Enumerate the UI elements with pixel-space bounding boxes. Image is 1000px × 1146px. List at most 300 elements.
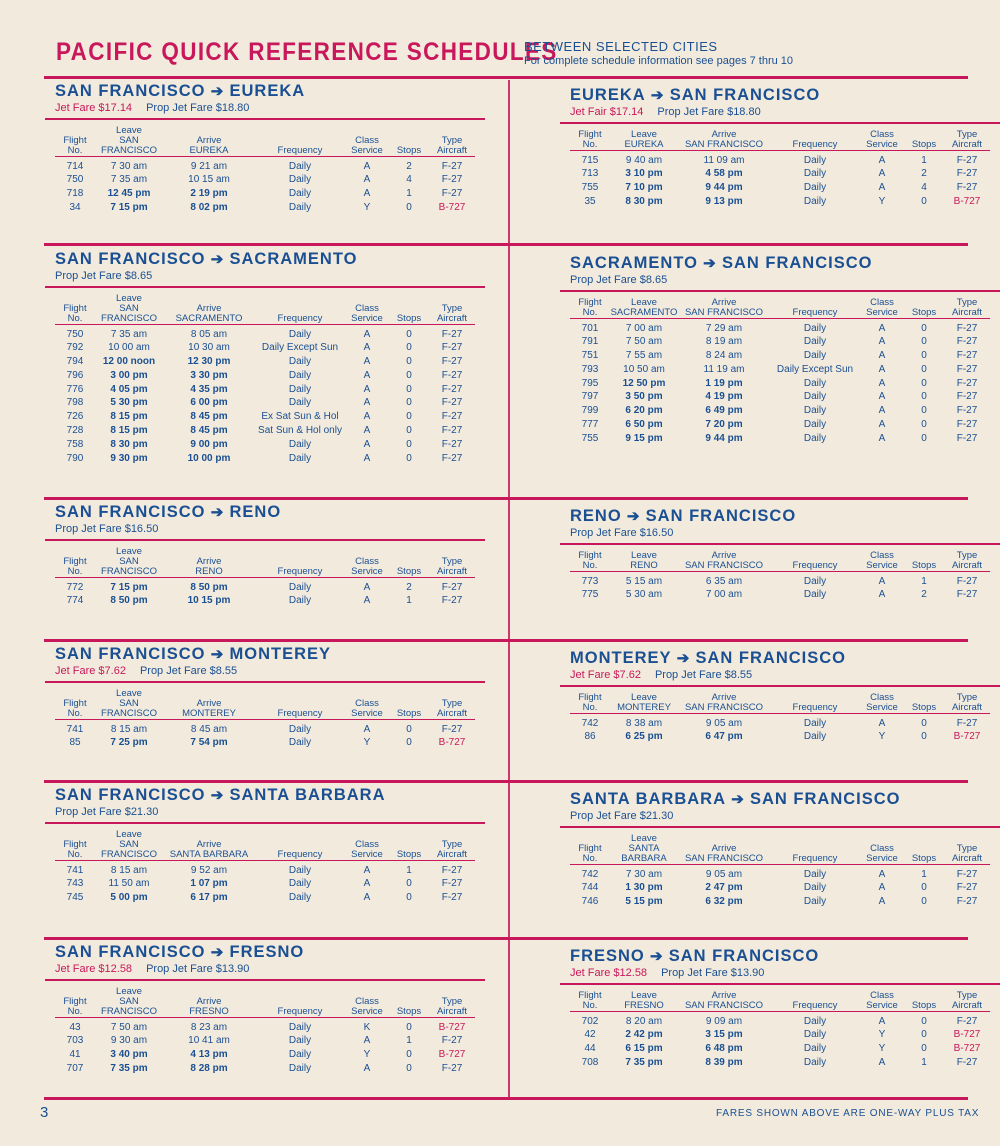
jet-fare: Jet Fare $7.62 — [55, 665, 126, 677]
table-row — [570, 154, 990, 168]
stops: 2 — [406, 160, 412, 172]
arrive-time: 9 13 pm — [705, 195, 743, 207]
fare-line — [55, 523, 475, 535]
schedule-block — [55, 503, 475, 608]
arrive-time: 6 00 pm — [190, 397, 228, 409]
table-row — [55, 1021, 475, 1035]
schedule-table — [55, 689, 475, 751]
table-header-row — [55, 547, 475, 577]
column-header: Stops — [911, 138, 937, 150]
leave-time: 3 00 pm — [110, 369, 148, 381]
frequency: Daily — [288, 1035, 312, 1047]
class-service: Y — [363, 201, 371, 213]
class-service: A — [363, 438, 371, 450]
frequency: Daily — [288, 188, 312, 200]
prop-jet-fare: Prop Jet Fare $16.50 — [55, 523, 159, 535]
stops: 0 — [406, 356, 412, 368]
destination-city: SAN FRANCISCO — [721, 254, 873, 272]
class-service: A — [363, 411, 371, 423]
class-service: A — [363, 452, 371, 464]
block-rule — [45, 286, 485, 288]
class-service: A — [878, 882, 886, 894]
frequency: Daily — [288, 737, 312, 749]
arrive-time: 6 49 pm — [705, 405, 743, 417]
aircraft-type: F-27 — [956, 350, 978, 362]
column-header: Leave SAN FRANCISCO — [101, 545, 157, 577]
flight-number: 715 — [581, 154, 599, 166]
table-row — [570, 418, 990, 432]
leave-time: 10 00 am — [108, 342, 150, 354]
flight-number: 773 — [581, 575, 599, 587]
flight-number: 755 — [581, 432, 599, 444]
column-header: Leave SANTA BARBARA — [621, 832, 667, 864]
class-service: Y — [878, 731, 886, 743]
stops: 0 — [406, 328, 412, 340]
column-header: Leave FRESNO — [624, 989, 664, 1011]
leave-time: 12 00 noon — [102, 356, 156, 368]
flight-number: 799 — [581, 405, 599, 417]
route-heading — [55, 503, 475, 522]
leave-time: 4 05 pm — [110, 383, 148, 395]
class-service: A — [878, 575, 886, 587]
stops: 1 — [406, 595, 412, 607]
block-rule — [45, 979, 485, 981]
leave-time: 7 35 pm — [110, 1062, 148, 1074]
table-row — [55, 424, 475, 438]
arrive-time: 2 47 pm — [705, 882, 743, 894]
table-row — [570, 390, 990, 404]
schedule-table — [570, 834, 990, 909]
stops: 1 — [921, 868, 927, 880]
table-row — [570, 377, 990, 391]
aircraft-type: F-27 — [956, 154, 978, 166]
frequency: Daily — [288, 595, 312, 607]
aircraft-type: B-727 — [953, 731, 981, 743]
page-header — [56, 36, 976, 76]
class-service: A — [363, 595, 371, 607]
flight-number: 701 — [581, 322, 599, 334]
flight-number: 797 — [581, 391, 599, 403]
aircraft-type: F-27 — [441, 1035, 463, 1047]
leave-time: 6 50 pm — [625, 419, 663, 431]
column-header: Flight No. — [578, 691, 602, 713]
origin-city: SAN FRANCISCO — [55, 645, 206, 663]
class-service: A — [363, 369, 371, 381]
arrive-time: 10 41 am — [188, 1035, 230, 1047]
aircraft-type: F-27 — [441, 356, 463, 368]
aircraft-type: B-727 — [953, 195, 981, 207]
flight-number: 758 — [66, 438, 84, 450]
section-rule — [44, 497, 968, 500]
schedule-table — [570, 991, 990, 1070]
aircraft-type: F-27 — [956, 336, 978, 348]
column-header: Frequency — [792, 138, 838, 150]
table-row — [570, 404, 990, 418]
schedule-block — [55, 250, 475, 465]
table-row — [55, 160, 475, 174]
leave-time: 3 50 pm — [625, 391, 663, 403]
aircraft-type: F-27 — [441, 160, 463, 172]
prop-jet-fare: Prop Jet Fare $8.55 — [139, 665, 238, 677]
arrive-time: 9 09 am — [705, 1015, 743, 1027]
table-row — [55, 438, 475, 452]
destination-city: RENO — [229, 503, 282, 521]
flight-number: 42 — [584, 1029, 596, 1041]
column-header: Class Service — [866, 128, 898, 150]
arrive-time: 8 28 pm — [190, 1062, 228, 1074]
flight-number: 792 — [66, 342, 84, 354]
arrive-time: 9 21 am — [190, 160, 228, 172]
table-row — [570, 1028, 990, 1042]
column-header: Flight No. — [578, 989, 602, 1011]
aircraft-type: F-27 — [441, 892, 463, 904]
arrive-time: 6 17 pm — [190, 892, 228, 904]
frequency: Daily — [803, 405, 827, 417]
plane-arrow-icon: ➔ — [210, 251, 225, 268]
table-row — [55, 594, 475, 608]
fare-line — [570, 527, 990, 539]
aircraft-type: F-27 — [441, 411, 463, 423]
stops: 0 — [921, 882, 927, 894]
flight-number: 743 — [66, 878, 84, 890]
schedule-table — [570, 298, 990, 446]
leave-time: 8 15 pm — [110, 425, 148, 437]
prop-jet-fare: Prop Jet Fare $8.55 — [654, 669, 753, 681]
flight-number: 43 — [69, 1021, 81, 1033]
route-heading — [55, 82, 475, 101]
frequency: Daily — [803, 868, 827, 880]
arrive-time: 8 19 am — [705, 336, 743, 348]
column-header: Type Aircraft — [951, 842, 983, 864]
table-header-row — [570, 693, 990, 713]
leave-time: 6 20 pm — [625, 405, 663, 417]
flight-number: 713 — [581, 168, 599, 180]
class-service: A — [878, 432, 886, 444]
schedule-table — [55, 294, 475, 466]
frequency: Daily — [288, 369, 312, 381]
stops: 0 — [921, 731, 927, 743]
column-header: Frequency — [277, 707, 323, 719]
section-rule — [44, 937, 968, 940]
table-header-row — [570, 298, 990, 318]
class-service: A — [878, 717, 886, 729]
table-row — [570, 881, 990, 895]
aircraft-type: F-27 — [441, 328, 463, 340]
flight-number: 707 — [66, 1062, 84, 1074]
aircraft-type: B-727 — [438, 1049, 466, 1061]
block-rule — [560, 685, 1000, 687]
column-header: Type Aircraft — [951, 128, 983, 150]
class-service: Y — [363, 737, 371, 749]
arrive-time: 9 00 pm — [190, 438, 228, 450]
arrive-time: 7 00 am — [705, 589, 743, 601]
leave-time: 10 50 am — [623, 363, 665, 375]
flight-number: 755 — [581, 182, 599, 194]
route-heading — [570, 947, 990, 966]
column-header: Frequency — [277, 848, 323, 860]
column-header: Type Aircraft — [951, 296, 983, 318]
aircraft-type: F-27 — [441, 581, 463, 593]
frequency: Daily — [288, 864, 312, 876]
arrive-time: 11 19 am — [703, 363, 745, 375]
destination-city: MONTEREY — [229, 645, 332, 663]
bottom-rule — [44, 1097, 968, 1100]
flight-number: 790 — [66, 452, 84, 464]
frequency: Daily — [288, 356, 312, 368]
origin-city: SAN FRANCISCO — [55, 503, 206, 521]
column-header: Class Service — [866, 691, 898, 713]
class-service: A — [878, 182, 886, 194]
column-header: Type Aircraft — [436, 134, 468, 156]
frequency: Daily — [803, 717, 827, 729]
stops: 0 — [406, 737, 412, 749]
arrive-time: 8 24 am — [705, 350, 743, 362]
class-service: K — [363, 1021, 371, 1033]
table-row — [570, 363, 990, 377]
stops: 0 — [921, 391, 927, 403]
table-row — [55, 187, 475, 201]
route-heading — [55, 250, 475, 269]
frequency: Daily — [288, 452, 312, 464]
stops: 2 — [921, 168, 927, 180]
flight-number: 702 — [581, 1015, 599, 1027]
column-header: Flight No. — [63, 995, 87, 1017]
table-row — [55, 877, 475, 891]
table-row — [570, 349, 990, 363]
stops: 0 — [921, 350, 927, 362]
table-header-row — [55, 294, 475, 324]
frequency: Daily — [803, 195, 827, 207]
column-header: Leave SAN FRANCISCO — [101, 828, 157, 860]
stops: 2 — [921, 589, 927, 601]
column-header: Leave SACRAMENTO — [610, 296, 678, 318]
frequency: Daily — [803, 589, 827, 601]
plane-arrow-icon: ➔ — [210, 504, 225, 521]
arrive-time: 6 47 pm — [705, 731, 743, 743]
table-row — [570, 322, 990, 336]
frequency: Daily — [803, 322, 827, 334]
stops: 0 — [406, 1049, 412, 1061]
column-header: Class Service — [351, 697, 383, 719]
class-service: A — [363, 425, 371, 437]
table-row — [55, 355, 475, 369]
column-header: Leave SAN FRANCISCO — [101, 985, 157, 1017]
leave-time: 7 15 pm — [110, 581, 148, 593]
column-header: Flight No. — [578, 296, 602, 318]
aircraft-type: F-27 — [441, 1062, 463, 1074]
column-header: Type Aircraft — [436, 838, 468, 860]
aircraft-type: F-27 — [441, 369, 463, 381]
leave-time: 7 50 am — [110, 1021, 148, 1033]
leave-time: 8 30 pm — [625, 195, 663, 207]
table-row — [570, 895, 990, 909]
origin-city: EUREKA — [570, 86, 646, 104]
column-header: Stops — [396, 144, 422, 156]
column-header: Arrive EUREKA — [189, 134, 229, 156]
column-header: Type Aircraft — [951, 549, 983, 571]
frequency: Ex Sat Sun & Hol — [261, 411, 339, 423]
aircraft-type: B-727 — [953, 1029, 981, 1041]
table-row — [570, 717, 990, 731]
prop-jet-fare: Prop Jet Fare $16.50 — [570, 527, 674, 539]
route-heading — [55, 645, 475, 664]
frequency: Daily — [803, 432, 827, 444]
center-divider — [508, 80, 510, 1100]
flight-number: 777 — [581, 419, 599, 431]
destination-city: SANTA BARBARA — [229, 786, 386, 804]
leave-time: 12 45 pm — [107, 188, 151, 200]
route-heading — [570, 790, 990, 809]
plane-arrow-icon: ➔ — [210, 787, 225, 804]
stops: 0 — [921, 1043, 927, 1055]
flight-number: 714 — [66, 160, 84, 172]
stops: 0 — [406, 892, 412, 904]
page-number: 3 — [40, 1104, 49, 1121]
stops: 1 — [406, 864, 412, 876]
column-header: Stops — [396, 848, 422, 860]
class-service: A — [363, 383, 371, 395]
stops: 1 — [921, 1056, 927, 1068]
column-header: Frequency — [277, 565, 323, 577]
class-service: A — [878, 405, 886, 417]
class-service: Y — [363, 1049, 371, 1061]
destination-city: SAN FRANCISCO — [695, 649, 847, 667]
schedule-block — [570, 790, 990, 909]
flight-number: 774 — [66, 595, 84, 607]
leave-time: 8 20 am — [625, 1015, 663, 1027]
jet-fare: Jet Fare $17.14 — [55, 102, 133, 114]
route-heading — [570, 507, 990, 526]
leave-time: 8 15 am — [110, 723, 148, 735]
aircraft-type: F-27 — [441, 425, 463, 437]
fare-line — [570, 274, 990, 286]
column-header: Arrive SACRAMENTO — [175, 302, 243, 324]
origin-city: SAN FRANCISCO — [55, 786, 206, 804]
class-service: A — [878, 154, 886, 166]
column-header: Frequency — [792, 701, 838, 713]
block-rule — [45, 822, 485, 824]
table-row — [55, 341, 475, 355]
class-service: A — [878, 168, 886, 180]
aircraft-type: F-27 — [441, 383, 463, 395]
frequency: Daily — [288, 581, 312, 593]
column-header: Leave SAN FRANCISCO — [101, 124, 157, 156]
arrive-time: 6 35 am — [705, 575, 743, 587]
arrive-time: 4 35 pm — [190, 383, 228, 395]
leave-time: 7 55 am — [625, 350, 663, 362]
table-row — [55, 864, 475, 878]
class-service: Y — [878, 1029, 886, 1041]
aircraft-type: F-27 — [441, 452, 463, 464]
stops: 1 — [406, 188, 412, 200]
stops: 0 — [406, 369, 412, 381]
frequency: Daily — [803, 1043, 827, 1055]
prop-jet-fare: Prop Jet Fare $18.80 — [657, 106, 761, 118]
jet-fare: Jet Fair $17.14 — [570, 106, 644, 118]
flight-number: 718 — [66, 188, 84, 200]
destination-city: SAN FRANCISCO — [669, 86, 821, 104]
plane-arrow-icon: ➔ — [210, 944, 225, 961]
column-header: Flight No. — [578, 128, 602, 150]
flight-number: 745 — [66, 892, 84, 904]
class-service: Y — [878, 195, 886, 207]
column-header: Class Service — [351, 995, 383, 1017]
table-row — [570, 588, 990, 602]
arrive-time: 10 15 pm — [187, 595, 231, 607]
column-header: Flight No. — [63, 134, 87, 156]
table-header-row — [55, 126, 475, 156]
plane-arrow-icon: ➔ — [210, 83, 225, 100]
arrive-time: 4 19 pm — [705, 391, 743, 403]
table-row — [570, 432, 990, 446]
page-title: PACIFIC QUICK REFERENCE SCHEDULES — [56, 38, 558, 66]
column-header: Type Aircraft — [436, 555, 468, 577]
leave-time: 3 40 pm — [110, 1049, 148, 1061]
schedule-block — [55, 786, 475, 905]
arrive-time: 12 30 pm — [187, 356, 231, 368]
table-row — [55, 201, 475, 215]
column-header: Type Aircraft — [951, 989, 983, 1011]
leave-time: 8 15 pm — [110, 411, 148, 423]
frequency: Daily — [288, 160, 312, 172]
table-header-row — [570, 130, 990, 150]
flight-number: 775 — [581, 589, 599, 601]
arrive-time: 9 05 am — [705, 868, 743, 880]
arrive-time: 9 44 pm — [705, 182, 743, 194]
frequency: Daily — [288, 1049, 312, 1061]
aircraft-type: F-27 — [956, 896, 978, 908]
leave-time: 7 50 am — [625, 336, 663, 348]
table-row — [570, 868, 990, 882]
column-header: Arrive RENO — [195, 555, 223, 577]
flight-number: 34 — [69, 201, 81, 213]
class-service: A — [878, 363, 886, 375]
arrive-time: 4 13 pm — [190, 1049, 228, 1061]
leave-time: 8 30 pm — [110, 438, 148, 450]
plane-arrow-icon: ➔ — [626, 508, 641, 525]
frequency: Daily — [288, 892, 312, 904]
fare-line — [55, 963, 475, 975]
leave-time: 9 40 am — [625, 154, 663, 166]
table-row — [55, 1034, 475, 1048]
section-rule — [44, 243, 968, 246]
class-service: A — [363, 892, 371, 904]
stops: 0 — [406, 383, 412, 395]
table-header-row — [55, 987, 475, 1017]
origin-city: SAN FRANCISCO — [55, 250, 206, 268]
stops: 1 — [921, 575, 927, 587]
flight-number: 794 — [66, 356, 84, 368]
stops: 0 — [921, 377, 927, 389]
table-row — [570, 195, 990, 209]
table-row — [55, 891, 475, 905]
aircraft-type: F-27 — [956, 717, 978, 729]
destination-city: SACRAMENTO — [229, 250, 358, 268]
column-header: Frequency — [792, 559, 838, 571]
table-row — [55, 736, 475, 750]
leave-time: 8 15 am — [110, 864, 148, 876]
schedule-table — [570, 130, 990, 209]
page-note: For complete schedule information see pages 7 thru 10 — [524, 55, 794, 67]
flight-number: 750 — [66, 174, 84, 186]
origin-city: MONTEREY — [570, 649, 672, 667]
class-service: A — [363, 397, 371, 409]
column-header: Stops — [911, 306, 937, 318]
column-header: Type Aircraft — [436, 995, 468, 1017]
frequency: Sat Sun & Hol only — [258, 425, 342, 437]
schedule-block — [55, 82, 475, 215]
column-header: Arrive SANTA BARBARA — [169, 838, 249, 860]
